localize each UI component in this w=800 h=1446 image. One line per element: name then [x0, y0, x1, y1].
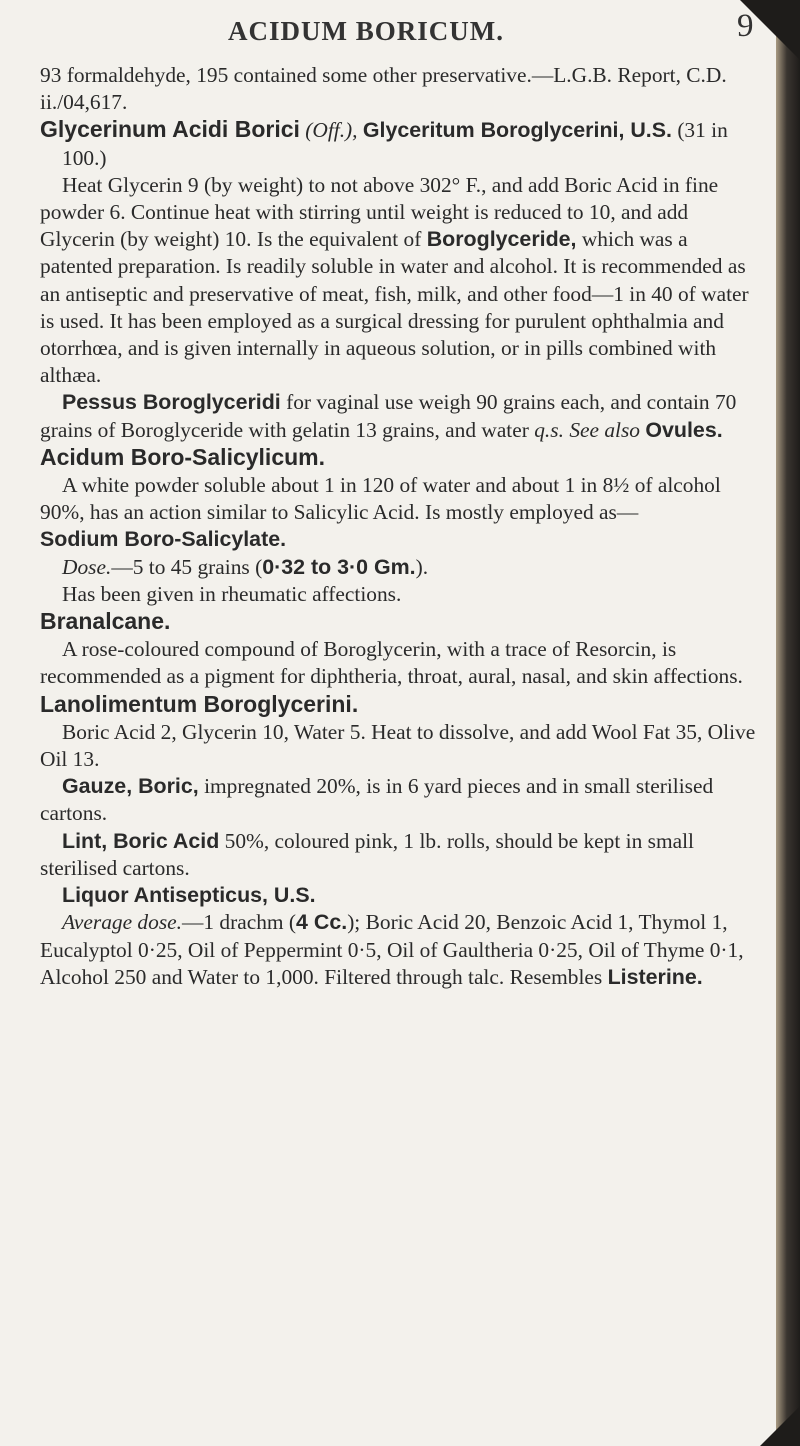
page-number: 9: [737, 8, 754, 44]
entry-heading: Sodium Boro-Salicylate.: [40, 527, 287, 552]
entry-text: for vaginal use weigh 90 grains each, and contain 70 grains of Boroglyceride with gelatin 13 grains, and water: [40, 390, 737, 442]
dose-text: ).: [415, 554, 429, 579]
page-body: [40, 62, 760, 991]
entry-sodium-heading: [40, 526, 760, 553]
entry-text: Heat Glycerin 9 (by weight) to not above 302° F., and add Boric Acid in fine powder 6. Continue heat with stirring until weight is reduced to 10, and add Glycerin (by weight) 10. Is the equivalent of: [40, 172, 719, 252]
dose-text: —1 drachm (: [182, 910, 297, 935]
cross-reference: Ovules.: [645, 417, 723, 442]
entry-lanolimentum-body: Boric Acid 2, Glycerin 10, Water 5. Heat to dissolve, and add Wool Fat 35, Olive Oil 13.: [40, 719, 756, 772]
ratio-note: (31 in 100.): [62, 118, 728, 170]
entry-glycerinum-body: [40, 172, 760, 390]
entry-heading: Glycerinum Acidi Borici: [40, 116, 300, 143]
dose-label: Average dose.: [62, 910, 182, 935]
entry-branalcane-heading: [40, 608, 760, 636]
entry-continuation: 93 formaldehyde, 195 contained some other preservative.—L.G.B. Report, C.D. ii./04,617.: [40, 63, 727, 115]
entry-heading: Liquor Antisepticus, U.S.: [62, 883, 316, 908]
entry-text: ); Boric Acid 20, Benzoic Acid 1, Thymol 1, Eucalyptol 0·25, Oil of Peppermint 0·5, Oil of Gaultheria 0·25, Oil of Thyme 0·1, Alcohol 250 and Water to 1,000. Filtered through talc. Resembles: [40, 910, 744, 989]
official-mark: (Off.),: [305, 118, 358, 143]
entry-sodium-body: Has been given in rheumatic affections.: [62, 581, 402, 606]
entry-text: 50%, coloured pink, 1 lb. rolls, should be kept in small sterilised cartons.: [40, 828, 694, 880]
entry-heading: Lanolimentum Boroglycerini.: [40, 690, 359, 717]
entry-synonym: Glyceritum Boroglycerini, U.S.: [362, 118, 672, 143]
cross-reference: Listerine.: [607, 964, 703, 989]
entry-heading: Gauze, Boric,: [62, 774, 199, 799]
entry-pessus: [40, 389, 760, 443]
entry-liquor-body: [40, 909, 760, 991]
see-also-label: See also: [569, 417, 641, 442]
entry-heading: Acidum Boro-Salicylicum.: [40, 443, 326, 470]
corner-fold-bottom: [760, 1406, 800, 1446]
dose-label: Dose.: [62, 554, 112, 579]
entry-text: impregnated 20%, is in 6 yard pieces and in small sterilised cartons.: [40, 774, 714, 826]
page-edge-shadow: [776, 0, 800, 1446]
entry-lint: [40, 828, 760, 882]
entry-text: which was a patented preparation. Is readily soluble in water and alcohol. It is recommended as an antiseptic and preservative of meat, fish, milk, and other food—1 in 40 of water is used. It has been employed as a surgical dressing for purulent ophthalmia and otorrhœa, and is given internally in aqueous solution, or in pills combined with althæa.: [40, 227, 749, 388]
entry-sodium-dose: [40, 554, 760, 581]
running-title: ACIDUM BORICUM.: [228, 16, 504, 46]
entry-heading: Branalcane.: [40, 608, 171, 635]
entry-branalcane-body: A rose-coloured compound of Boroglycerin, with a trace of Resorcin, is recommended as a pigment for diphtheria, throat, aural, nasal, and skin affections.: [40, 637, 743, 689]
entry-heading: Pessus Boroglyceridi: [62, 390, 281, 415]
entry-liquor-heading: [40, 882, 760, 909]
inline-term: Boroglyceride,: [426, 227, 577, 252]
dose-metric: 0·32 to 3·0 Gm.: [262, 554, 416, 579]
page-header: [0, 8, 800, 54]
corner-fold-top: [740, 0, 800, 60]
entry-boro-salicylicum-heading: [40, 444, 760, 472]
entry-glycerinum-acidi-borici-heading: [40, 116, 760, 171]
entry-gauze: [40, 773, 760, 827]
entry-heading: Lint, Boric Acid: [62, 828, 220, 853]
entry-boro-salicylicum-body: A white powder soluble about 1 in 120 of water and about 1 in 8½ of alcohol 90%, has an action similar to Salicylic Acid. Is mostly employed as—: [40, 473, 721, 525]
entry-lanolimentum-heading: [40, 691, 760, 719]
qs-abbrev: q.s.: [534, 417, 564, 442]
dose-metric: 4 Cc.: [296, 910, 348, 935]
dose-text: —5 to 45 grains (: [111, 554, 263, 579]
